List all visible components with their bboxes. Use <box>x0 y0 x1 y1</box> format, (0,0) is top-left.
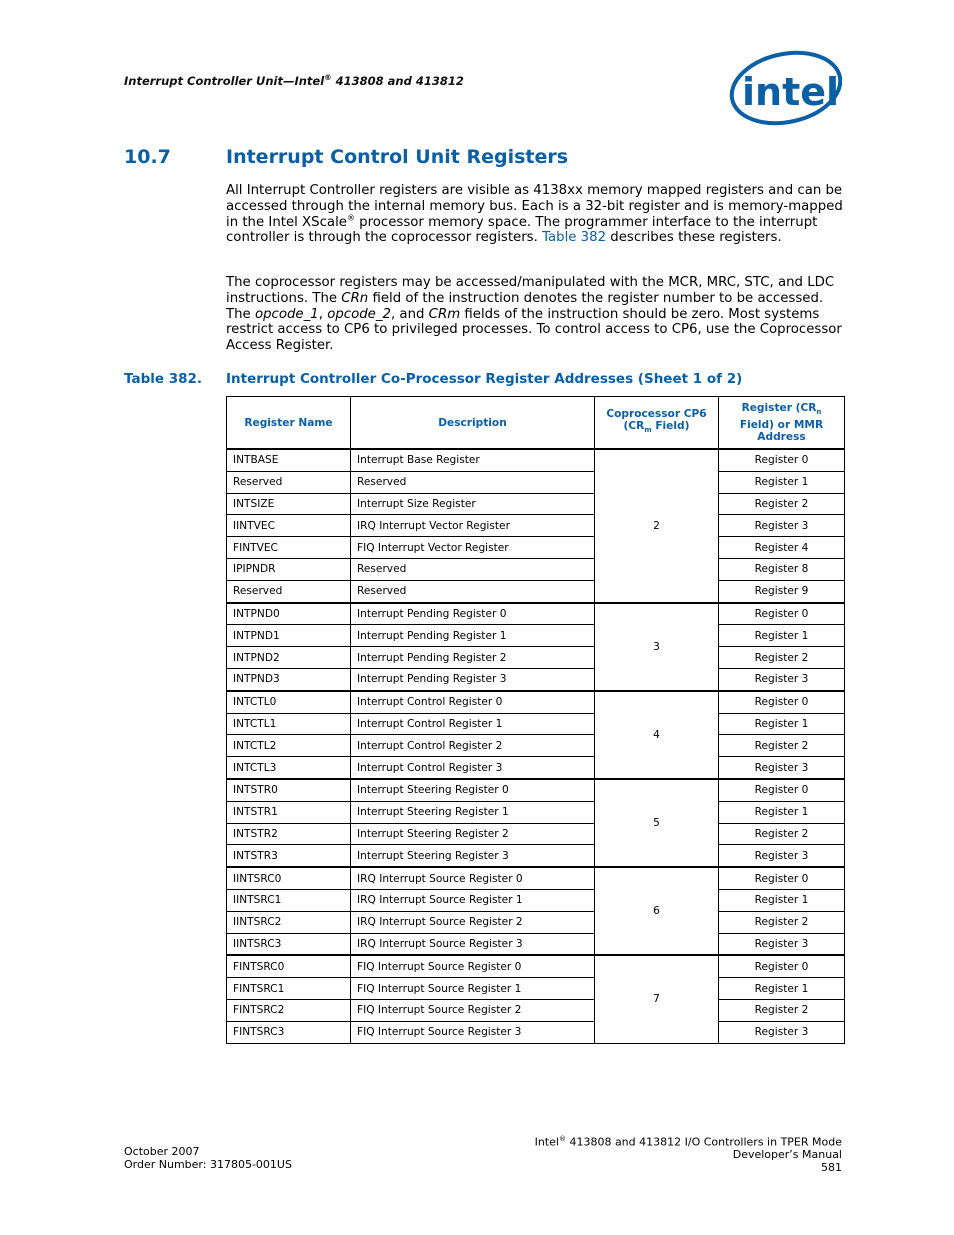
coprocessor-crn-cell: 3 <box>595 603 719 691</box>
register-description-cell: IRQ Interrupt Source Register 2 <box>351 911 595 933</box>
table-row <box>227 999 845 1021</box>
register-address-cell: Register 0 <box>719 449 845 471</box>
register-address-cell: Register 1 <box>719 471 845 493</box>
register-description-cell: FIQ Interrupt Source Register 2 <box>351 999 595 1021</box>
running-header-text: Interrupt Controller Unit—Intel <box>124 73 325 88</box>
table-row <box>227 713 845 735</box>
register-description-cell: Interrupt Pending Register 3 <box>351 668 595 690</box>
register-address-cell: Register 1 <box>719 625 845 647</box>
register-address-cell: Register 1 <box>719 978 845 1000</box>
register-description-cell: IRQ Interrupt Vector Register <box>351 515 595 537</box>
register-name-cell: IINTSRC0 <box>227 867 351 889</box>
register-name-cell: INTPND3 <box>227 668 351 690</box>
register-name-cell: Reserved <box>227 471 351 493</box>
register-name-cell: INTSIZE <box>227 493 351 515</box>
footer-page-number: 581 <box>821 1160 842 1174</box>
register-description-cell: Interrupt Size Register <box>351 493 595 515</box>
table-row <box>227 647 845 669</box>
register-name-cell: INTPND0 <box>227 603 351 625</box>
register-table <box>226 396 845 1044</box>
coprocessor-crn-cell: 4 <box>595 691 719 779</box>
register-address-cell: Register 0 <box>719 691 845 713</box>
register-description-cell: IRQ Interrupt Source Register 1 <box>351 889 595 911</box>
table-row <box>227 537 845 559</box>
register-name-cell: FINTSRC1 <box>227 978 351 1000</box>
register-name-cell: IINTSRC1 <box>227 889 351 911</box>
intel-logo-text: intel <box>742 70 840 114</box>
intro-paragraph: All Interrupt Controller registers are visible as 4138xx memory mapped registers and can be accessed through the internal memory bus. Each is a 32-bit register and is memory-mapped in the Intel XScale® processor memory space. The programmer interface to the interrupt controller is through the coprocessor registers. Table 382 describes these registers. <box>226 183 843 246</box>
running-header <box>124 73 464 88</box>
table-row <box>227 735 845 757</box>
register-address-cell: Register 0 <box>719 779 845 801</box>
table-row <box>227 779 845 801</box>
table-row <box>227 823 845 845</box>
register-name-cell: Reserved <box>227 580 351 602</box>
section-number: 10.7 <box>124 146 171 168</box>
register-description-cell: Reserved <box>351 558 595 580</box>
table-row <box>227 757 845 779</box>
register-description-cell: Interrupt Control Register 0 <box>351 691 595 713</box>
footer-left <box>124 1146 292 1171</box>
register-description-cell: FIQ Interrupt Vector Register <box>351 537 595 559</box>
register-address-cell: Register 2 <box>719 911 845 933</box>
table-row <box>227 493 845 515</box>
table-row <box>227 580 845 602</box>
table-row <box>227 889 845 911</box>
table-row <box>227 978 845 1000</box>
registered-mark: ® <box>324 73 332 82</box>
register-description-cell: Interrupt Pending Register 1 <box>351 625 595 647</box>
register-address-cell: Register 2 <box>719 647 845 669</box>
table-row <box>227 845 845 867</box>
register-name-cell: FINTVEC <box>227 537 351 559</box>
register-name-cell: FINTSRC2 <box>227 999 351 1021</box>
footer-order-number: Order Number: 317805-001US <box>124 1157 292 1171</box>
table-row <box>227 515 845 537</box>
table-row <box>227 558 845 580</box>
register-address-cell: Register 1 <box>719 713 845 735</box>
table-row <box>227 471 845 493</box>
register-address-cell: Register 3 <box>719 933 845 955</box>
register-address-cell: Register 0 <box>719 955 845 977</box>
coprocessor-paragraph: The coprocessor registers may be accessed/manipulated with the MCR, MRC, STC, and LDC instructions. The CRn field of the instruction denotes the register number to be accessed. The opcode_1, opcode_2, and CRm fields of the instruction should be zero. Most systems restrict access to CP6 to privileged processes. To control access to CP6, use the Coprocessor Access Register. <box>226 275 842 354</box>
register-description-cell: IRQ Interrupt Source Register 3 <box>351 933 595 955</box>
register-address-cell: Register 1 <box>719 889 845 911</box>
footer-right <box>535 1133 842 1174</box>
table-caption-number: Table 382. <box>124 371 203 387</box>
register-address-cell: Register 2 <box>719 735 845 757</box>
register-name-cell: IINTSRC2 <box>227 911 351 933</box>
register-description-cell: Interrupt Steering Register 1 <box>351 801 595 823</box>
register-address-cell: Register 8 <box>719 558 845 580</box>
register-description-cell: Interrupt Base Register <box>351 449 595 471</box>
register-description-cell: FIQ Interrupt Source Register 1 <box>351 978 595 1000</box>
register-address-cell: Register 2 <box>719 999 845 1021</box>
footer-manual: Developer’s Manual <box>732 1148 842 1162</box>
register-address-cell: Register 3 <box>719 515 845 537</box>
coprocessor-crn-cell: 7 <box>595 955 719 1043</box>
register-name-cell: IPIPNDR <box>227 558 351 580</box>
table-caption-title: Interrupt Controller Co-Processor Register Addresses (Sheet 1 of 2) <box>226 371 743 387</box>
register-address-cell: Register 3 <box>719 1021 845 1043</box>
table-row <box>227 867 845 889</box>
register-description-cell: Interrupt Control Register 2 <box>351 735 595 757</box>
coprocessor-crn-cell: 2 <box>595 449 719 603</box>
register-description-cell: Interrupt Pending Register 0 <box>351 603 595 625</box>
register-name-cell: INTCTL0 <box>227 691 351 713</box>
table-row <box>227 668 845 690</box>
table-row <box>227 801 845 823</box>
register-description-cell: Reserved <box>351 580 595 602</box>
table-382-link[interactable]: Table 382 <box>542 230 607 246</box>
table-row <box>227 449 845 471</box>
register-address-cell: Register 1 <box>719 801 845 823</box>
register-name-cell: INTSTR0 <box>227 779 351 801</box>
table-row <box>227 625 845 647</box>
table-body <box>227 449 845 1043</box>
register-description-cell: Interrupt Control Register 1 <box>351 713 595 735</box>
header-register-address: Register ($CR_n$ Field) or MMR Address <box>719 397 845 450</box>
register-name-cell: FINTSRC0 <box>227 955 351 977</box>
register-description-cell: Interrupt Steering Register 0 <box>351 779 595 801</box>
section-title: Interrupt Control Unit Registers <box>226 146 569 168</box>
register-name-cell: INTCTL1 <box>227 713 351 735</box>
register-address-cell: Register 3 <box>719 668 845 690</box>
register-name-cell: INTCTL2 <box>227 735 351 757</box>
register-address-cell: Register 2 <box>719 823 845 845</box>
register-name-cell: INTPND1 <box>227 625 351 647</box>
register-description-cell: Interrupt Steering Register 2 <box>351 823 595 845</box>
register-description-cell: Interrupt Control Register 3 <box>351 757 595 779</box>
register-name-cell: IINTVEC <box>227 515 351 537</box>
register-name-cell: INTBASE <box>227 449 351 471</box>
register-description-cell: IRQ Interrupt Source Register 0 <box>351 867 595 889</box>
register-name-cell: INTPND2 <box>227 647 351 669</box>
coprocessor-crn-cell: 5 <box>595 779 719 867</box>
running-header-models: 413808 and 413812 <box>331 73 464 88</box>
register-address-cell: Register 4 <box>719 537 845 559</box>
register-name-cell: FINTSRC3 <box>227 1021 351 1043</box>
header-cp6: Coprocessor CP6 ($CR_m$ Field) <box>595 397 719 450</box>
footer-date: October 2007 <box>124 1145 200 1158</box>
footer-product: Intel® 413808 and 413812 I/O Controllers in TPER Mode <box>534 1135 842 1149</box>
register-address-cell: Register 0 <box>719 603 845 625</box>
register-address-cell: Register 9 <box>719 580 845 602</box>
header-register-name: Register Name <box>227 397 351 450</box>
register-description-cell: Interrupt Pending Register 2 <box>351 647 595 669</box>
table-row <box>227 933 845 955</box>
table-row <box>227 911 845 933</box>
register-address-cell: Register 3 <box>719 845 845 867</box>
table-row <box>227 691 845 713</box>
register-address-cell: Register 3 <box>719 757 845 779</box>
register-name-cell: INTSTR3 <box>227 845 351 867</box>
register-address-cell: Register 2 <box>719 493 845 515</box>
table-header-row <box>227 397 845 450</box>
table-row <box>227 955 845 977</box>
register-name-cell: INTCTL3 <box>227 757 351 779</box>
coprocessor-crn-cell: 6 <box>595 867 719 955</box>
intel-logo <box>724 50 842 128</box>
register-description-cell: FIQ Interrupt Source Register 0 <box>351 955 595 977</box>
register-description-cell: Interrupt Steering Register 3 <box>351 845 595 867</box>
register-description-cell: Reserved <box>351 471 595 493</box>
register-description-cell: FIQ Interrupt Source Register 3 <box>351 1021 595 1043</box>
table-row <box>227 1021 845 1043</box>
header-description: Description <box>351 397 595 450</box>
register-address-cell: Register 0 <box>719 867 845 889</box>
register-name-cell: INTSTR2 <box>227 823 351 845</box>
register-name-cell: IINTSRC3 <box>227 933 351 955</box>
table-row <box>227 603 845 625</box>
register-name-cell: INTSTR1 <box>227 801 351 823</box>
